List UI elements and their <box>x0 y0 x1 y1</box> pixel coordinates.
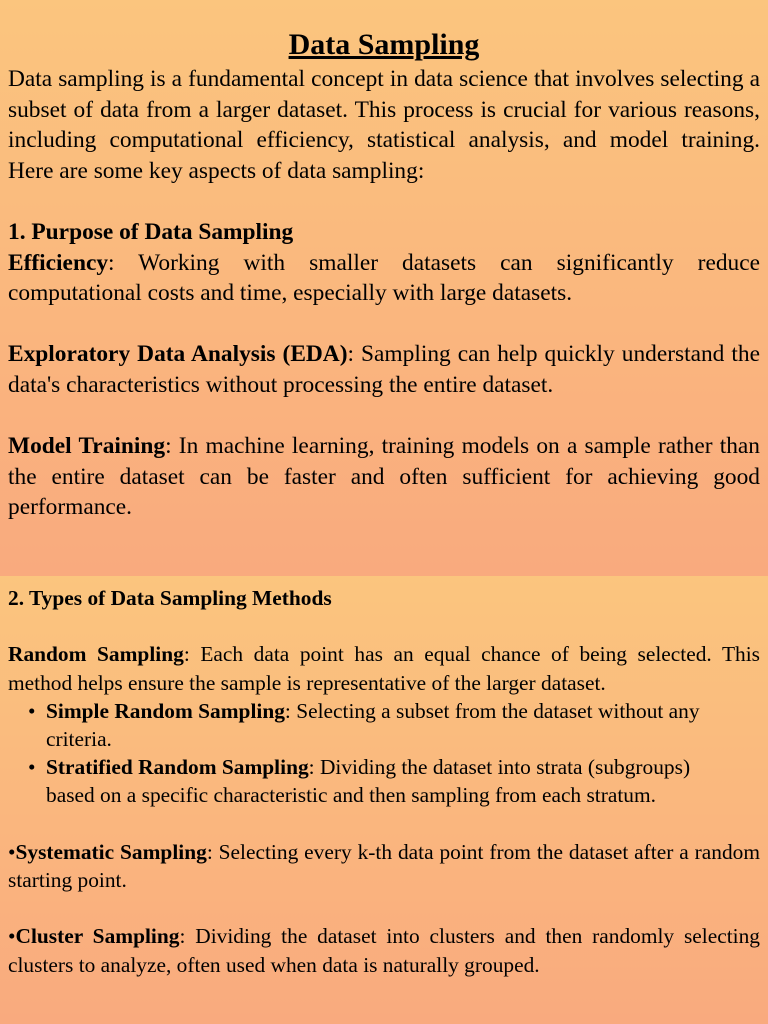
method-random-sampling <box>8 640 760 696</box>
purpose-item-efficiency <box>8 248 760 309</box>
desc-model-training: : In machine learning, training models on a sample rather than the entire dataset can be faster and often sufficient for achieving good performance. <box>8 433 761 521</box>
bullet-icon: • <box>28 698 36 723</box>
list-item-simple-random <box>28 697 760 753</box>
term-random-sampling: Random Sampling <box>8 642 184 667</box>
desc-efficiency: : Working with smaller datasets can significantly reduce computational costs and time, especially with large datasets. <box>8 249 760 307</box>
desc-eda: : Sampling can help quickly understand the data's characteristics without processing the entire dataset. <box>8 341 760 398</box>
desc-systematic-sampling: : Selecting every k-th data point from the dataset after a random starting point. <box>8 839 760 892</box>
slide-panel-types <box>0 576 768 1024</box>
desc-simple-random: : Selecting a subset from the dataset without any criteria. <box>46 698 700 751</box>
purpose-item-eda <box>8 339 760 400</box>
method-systematic-sampling <box>8 838 760 894</box>
desc-random-sampling: : Each data point has an equal chance of being selected. This method helps ensure the sample is representative of the larger dataset. <box>8 642 760 695</box>
section-heading-types: 2. Types of Data Sampling Methods <box>8 586 332 610</box>
intro-paragraph: Data sampling is a fundamental concept in data science that involves selecting a subset of data from a larger dataset. This process is crucial for various reasons, including computational efficiency, statistical analysis, and model training. Here are some key aspects of data sampling: <box>8 66 760 184</box>
term-efficiency: Efficiency <box>8 249 109 276</box>
term-cluster-sampling: Cluster Sampling <box>15 924 180 949</box>
bullet-icon: • <box>8 839 16 864</box>
bullet-icon: • <box>8 924 16 949</box>
page-title: Data Sampling <box>288 28 480 61</box>
term-model-training: Model Training <box>8 433 166 460</box>
term-systematic-sampling: Systematic Sampling <box>15 839 207 864</box>
method-cluster-sampling <box>8 922 760 978</box>
term-eda: Exploratory Data Analysis (EDA) <box>8 341 348 368</box>
desc-cluster-sampling: : Dividing the dataset into clusters and then randomly selecting clusters to analyze, often used when data is naturally grouped. <box>8 924 761 977</box>
random-sampling-subtypes <box>8 697 760 810</box>
purpose-item-model-training <box>8 431 760 523</box>
term-stratified-random: Stratified Random Sampling <box>46 755 309 780</box>
desc-stratified-random: : Dividing the dataset into strata (subgroups) based on a specific characteristic and then sampling from each stratum. <box>46 755 691 808</box>
section-heading-purpose: 1. Purpose of Data Sampling <box>8 218 294 245</box>
term-simple-random: Simple Random Sampling <box>46 698 285 723</box>
bullet-icon: • <box>28 755 36 780</box>
list-item-stratified-random <box>28 753 760 809</box>
